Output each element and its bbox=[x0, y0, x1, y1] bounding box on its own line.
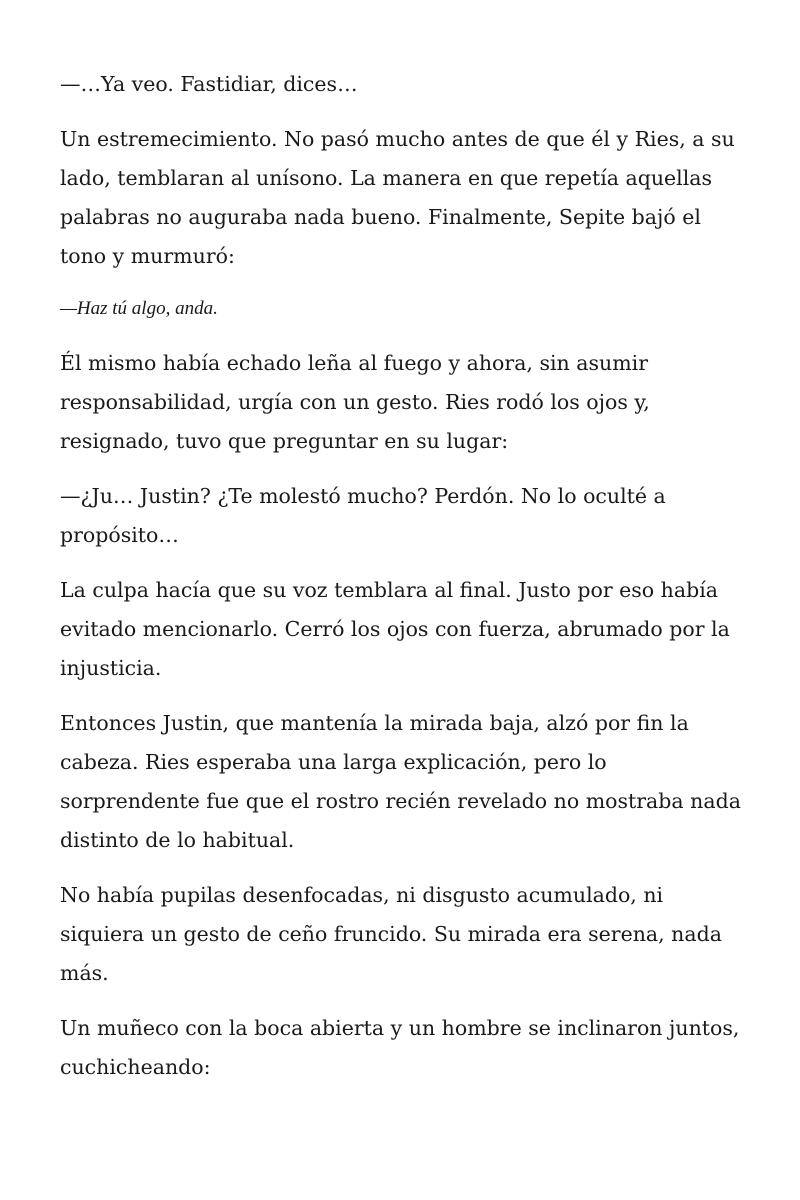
paragraph-1: —…Ya veo. Fastidiar, dices… bbox=[60, 72, 358, 96]
paragraph-2: Un estremecimiento. No pasó mucho antes de que él y Ries, a su lado, temblaran al unísono. La manera en que repetía aquellas palabras no auguraba nada bueno. Finalmente, Sepite bajó el tono y murmuró: bbox=[60, 127, 735, 268]
paragraph-4: Él mismo había echado leña al fuego y ahora, sin asumir responsabilidad, urgía con un gesto. Ries rodó los ojos y, resignado, tuvo que preguntar en su lugar: bbox=[60, 351, 650, 453]
paragraph-5: —¿Ju… Justin? ¿Te molestó mucho? Perdón. No lo oculté a propósito… bbox=[60, 484, 666, 547]
paragraph-7: Entonces Justin, que mantenía la mirada baja, alzó por fin la cabeza. Ries esperaba una larga explicación, pero lo sorprendente fue que el rostro recién revelado no mostraba nada distinto de lo habitual. bbox=[60, 711, 741, 852]
paragraph-9: Un muñeco con la boca abierta y un hombre se inclinaron juntos, cuchicheando: bbox=[60, 1016, 740, 1079]
paragraph-6: La culpa hacía que su voz temblara al final. Justo por eso había evitado mencionarlo. Cerró los ojos con fuerza, abrumado por la injusticia. bbox=[60, 578, 730, 680]
document-page bbox=[60, 65, 750, 1103]
paragraph-8: No había pupilas desenfocadas, ni disgusto acumulado, ni siquiera un gesto de ceño fruncido. Su mirada era serena, nada más. bbox=[60, 883, 722, 985]
paragraph-3-italic-dialogue: —Haz tú algo, anda. bbox=[60, 298, 218, 319]
